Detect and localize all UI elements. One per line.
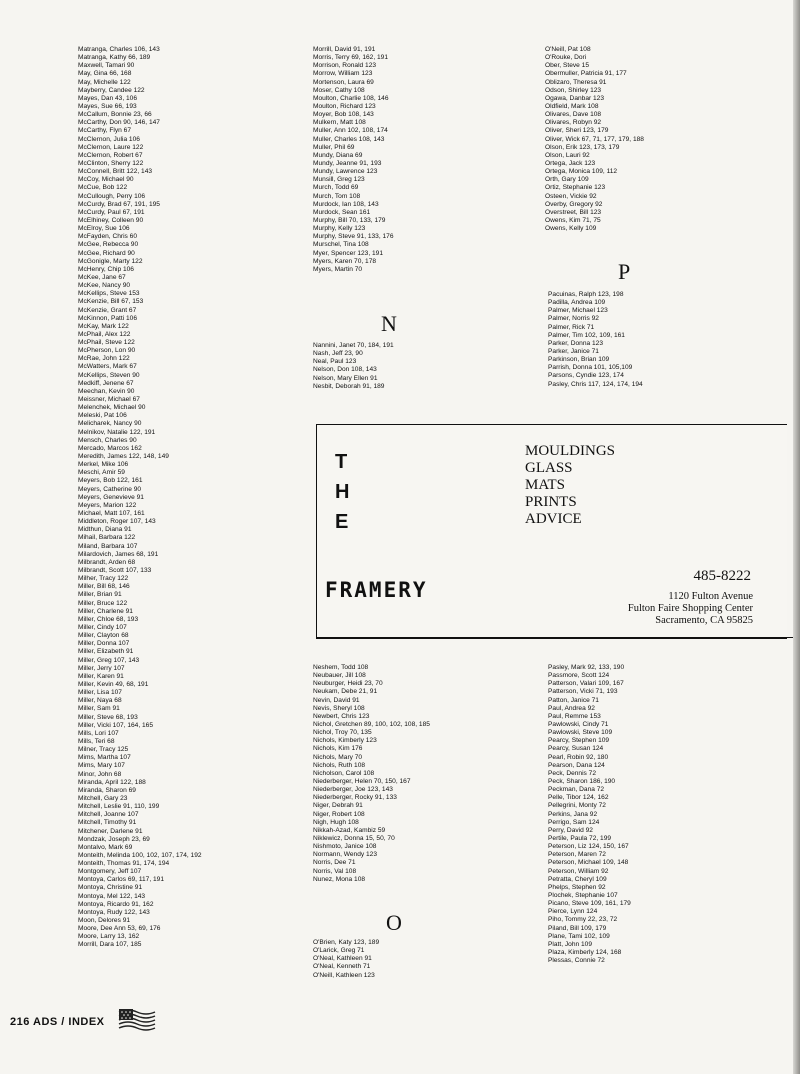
index-entry: Middleton, Roger 107, 143	[78, 518, 156, 526]
ad-bottom-rule	[316, 637, 800, 638]
index-column-n	[313, 342, 394, 391]
index-entry: McCoy, Michael 90	[78, 176, 134, 184]
index-entry: Neukam, Debe 21, 91	[313, 688, 378, 696]
index-entry: Murch, Tom 108	[313, 192, 361, 200]
index-entry: Miller, Steve 68, 193	[78, 713, 138, 721]
index-entry: Miller, Cindy 107	[78, 623, 127, 631]
index-entry: Piland, Bill 109, 179	[548, 924, 607, 932]
index-entry: Perkins, Jana 92	[548, 810, 598, 818]
index-entry: Oblizaro, Theresa 91	[545, 78, 607, 86]
index-entry: Morrill, Dara 107, 185	[78, 941, 142, 949]
index-entry: Palmer, Norris 92	[548, 315, 599, 323]
index-entry: Plaza, Kimberly 124, 168	[548, 948, 622, 956]
index-entry: Melicharek, Nancy 90	[78, 420, 142, 428]
index-column-1	[78, 46, 202, 950]
index-entry: Miller, Elizabeth 91	[78, 648, 134, 656]
index-entry: Miller, Sam 91	[78, 705, 120, 713]
section-letter-p: P	[618, 259, 631, 284]
index-entry: Mondzak, Joseph 23, 69	[78, 835, 150, 843]
index-entry: Montoya, Rudy 122, 143	[78, 908, 150, 916]
index-entry: McKinnon, Patti 106	[78, 314, 138, 322]
index-entry: Normann, Wendy 123	[313, 851, 378, 859]
index-entry: Mills, Teri 68	[78, 737, 115, 745]
index-entry: McPherson, Lon 90	[78, 347, 136, 355]
index-entry: Pacuinas, Ralph 123, 198	[548, 291, 624, 298]
index-entry: Patton, Janice 71	[548, 696, 599, 704]
index-entry: Niger, Robert 108	[313, 810, 365, 818]
ad-the-letter-e: E	[335, 511, 349, 533]
index-entry: McPhail, Steve 122	[78, 339, 135, 347]
index-entry: Plochek, Stephanie 107	[548, 891, 618, 899]
index-entry: Norris, Dee 71	[313, 859, 356, 867]
index-entry: Mitchell, Gary 23	[78, 794, 128, 802]
index-entry: Miller, Karen 91	[78, 672, 124, 680]
index-entry: Mundy, Jeanne 91, 193	[313, 159, 382, 167]
index-entry: Miller, Kevin 49, 68, 191	[78, 680, 149, 688]
index-entry: Mundy, Diana 69	[313, 151, 363, 159]
index-entry: McGonigle, Marty 122	[78, 257, 143, 265]
index-entry: Parkinson, Brian 109	[548, 356, 610, 364]
index-entry: Neubauer, Jill 108	[313, 672, 366, 680]
index-entry: Myers, Karen 70, 178	[313, 257, 377, 265]
index-entry: Palmer, Rick 71	[548, 323, 595, 331]
index-entry: McConnell, Britt 122, 143	[78, 168, 153, 176]
index-entry: Nichol, Gretchen 89, 100, 102, 108, 185	[313, 720, 430, 728]
index-entry: Midthun, Diana 91	[78, 526, 132, 534]
index-entry: Parker, Janice 71	[548, 347, 599, 355]
index-entry: Muller, Ann 102, 108, 174	[313, 127, 388, 135]
index-entry: Michael, Matt 107, 161	[78, 510, 145, 518]
index-entry: Peterson, Maren 72	[548, 851, 606, 859]
index-entry: Osteen, Vickie 92	[545, 192, 597, 200]
index-entry: McClinton, Sherry 122	[78, 159, 144, 167]
index-entry: Maxwell, Tamari 90	[78, 62, 135, 70]
index-entry: Milbrandt, Scott 107, 133	[78, 567, 152, 574]
index-entry: McCurdy, Brad 67, 191, 195	[78, 200, 160, 208]
index-entry: Oliver, Sheri 123, 179	[545, 127, 609, 135]
index-entry: Peck, Dennis 72	[548, 769, 597, 777]
index-entry: Murphy, Kelly 123	[313, 225, 366, 233]
index-entry: McCarthy, Don 90, 146, 147	[78, 119, 160, 127]
index-entry: Overby, Gregory 92	[545, 200, 603, 208]
index-entry: McClernon, Julia 106	[78, 135, 140, 143]
page-edge-shadow	[793, 0, 800, 1074]
index-entry: Nichols, Mary 70	[313, 753, 363, 761]
index-entry: Niederberger, Helen 70, 150, 167	[313, 777, 411, 785]
index-entry: Mayberry, Candee 122	[78, 86, 145, 94]
index-entry: Pawlowski, Steve 109	[548, 729, 613, 737]
index-entry: Milbrandt, Arden 68	[78, 558, 136, 566]
index-entry: Miller, Clayton 68	[78, 632, 129, 640]
index-entry: McKellips, Steven 90	[78, 371, 140, 379]
index-entry: Miller, Lisa 107	[78, 689, 122, 697]
index-entry: Monteith, Thomas 91, 174, 194	[78, 860, 170, 868]
index-column-3	[545, 46, 644, 233]
index-entry: McElroy, Sue 106	[78, 225, 130, 233]
index-entry: Mayes, Dan 43, 106	[78, 94, 138, 102]
index-entry: Montgomery, Jeff 107	[78, 868, 142, 876]
index-entry: Nesbit, Deborah 91, 189	[313, 382, 385, 390]
index-entry: Myer, Spencer 123, 191	[313, 249, 384, 257]
ad-service-mouldings: MOULDINGS	[525, 443, 615, 459]
index-entry: Meyers, Catherine 90	[78, 485, 142, 493]
index-entry: Nigh, Hugh 108	[313, 818, 359, 826]
index-entry: McRae, John 122	[78, 355, 130, 363]
index-entry: Olivares, Dave 108	[545, 111, 602, 119]
index-entry: Nicholson, Carol 108	[313, 769, 375, 777]
index-entry: Niederberger, Joe 123, 143	[313, 786, 393, 794]
index-entry: Moulton, Richard 123	[313, 102, 376, 110]
index-entry: McKee, Nancy 90	[78, 282, 131, 290]
index-entry: McElhiney, Colleen 90	[78, 216, 144, 224]
index-entry: Niederberger, Rocky 91, 133	[313, 794, 397, 802]
index-entry: Picano, Steve 109, 161, 179	[548, 900, 631, 908]
page-folio: 216 ADS / INDEX	[10, 1016, 105, 1028]
index-entry: Miller, Brian 91	[78, 591, 122, 599]
index-entry: Pearson, Dana 124	[548, 761, 605, 769]
index-entry: Mitchell, Leslie 91, 110, 199	[78, 803, 160, 811]
index-entry: Nunez, Mona 108	[313, 875, 366, 883]
index-entry: Mulkern, Matt 108	[313, 119, 366, 127]
index-entry: Moore, Dee Ann 53, 69, 176	[78, 925, 161, 933]
index-entry: Peterson, William 92	[548, 867, 609, 875]
index-entry: Milardovich, James 68, 191	[78, 550, 159, 558]
index-entry: Murdock, Ian 108, 143	[313, 200, 379, 208]
index-entry: Milher, Tracy 122	[78, 575, 129, 583]
index-entry: Medkiff, Jenene 67	[78, 379, 134, 387]
index-entry: Miranda, April 122, 188	[78, 778, 146, 786]
index-entry: Mensch, Charles 90	[78, 436, 137, 444]
index-entry: McWatters, Mark 67	[78, 363, 137, 371]
index-entry: Owens, Kelly 109	[545, 225, 597, 233]
index-entry: Nelson, Don 108, 143	[313, 366, 377, 374]
index-entry: Peterson, Michael 109, 148	[548, 859, 629, 867]
index-entry: Newbert, Chris 123	[313, 712, 370, 720]
index-entry: Olivares, Robyn 92	[545, 119, 602, 127]
index-entry: McPhail, Alex 122	[78, 330, 131, 338]
index-entry: Phelps, Stephen 92	[548, 883, 606, 891]
index-entry: Patterson, Vicki 71, 193	[548, 688, 618, 696]
index-entry: Nevin, David 91	[313, 696, 360, 704]
ad-service-glass: GLASS	[525, 460, 573, 476]
ad-address-center: Fulton Faire Shopping Center	[627, 603, 753, 614]
index-entry: Paul, Andrea 92	[548, 704, 595, 712]
index-entry: Murphy, Steve 91, 133, 176	[313, 233, 394, 241]
index-entry: McKenzie, Grant 67	[78, 306, 137, 314]
index-entry: Murschel, Tina 108	[313, 241, 369, 249]
index-entry: Pawlowski, Cindy 71	[548, 720, 609, 728]
index-entry: Miller, Jerry 107	[78, 664, 125, 672]
index-entry: May, Gina 66, 168	[78, 70, 132, 78]
index-entry: Owens, Kim 71, 75	[545, 216, 601, 224]
index-entry: Melenchek, Michael 90	[78, 404, 146, 412]
index-entry: Passmore, Scott 124	[548, 672, 610, 680]
index-entry: Nelson, Mary Ellen 91	[313, 374, 378, 382]
index-entry: McGee, Richard 90	[78, 249, 135, 257]
index-entry: Murphy, Bill 70, 133, 179	[313, 216, 386, 224]
index-entry: O'Neill, Pat 108	[545, 46, 591, 53]
index-entry: Montoya, Carlos 69, 117, 191	[78, 876, 165, 884]
index-entry: Peckman, Dana 72	[548, 786, 605, 794]
index-entry: Pearl, Robin 92, 180	[548, 753, 609, 761]
index-entry: O'Neal, Kathleen 91	[313, 955, 372, 963]
index-entry: Matranga, Kathy 66, 189	[78, 54, 151, 62]
index-entry: McCue, Bob 122	[78, 184, 128, 192]
index-entry: Piho, Tommy 22, 23, 72	[548, 916, 618, 924]
index-entry: Neuburger, Heidi 23, 70	[313, 680, 383, 688]
index-entry: Pelle, Tibor 124, 162	[548, 794, 609, 802]
index-entry: McCarthy, Flyn 67	[78, 127, 132, 135]
index-entry: Melnikov, Natalie 122, 191	[78, 428, 156, 436]
index-entry: McGee, Rebecca 90	[78, 241, 139, 249]
index-entry: Ortiz, Stephanie 123	[545, 184, 606, 192]
ad-the-letter-t: T	[335, 451, 348, 473]
index-entry: Miranda, Sharon 69	[78, 786, 136, 794]
index-entry: Parker, Donna 123	[548, 339, 603, 347]
index-entry: McKee, Jane 67	[78, 273, 126, 281]
index-entry: McCullough, Perry 106	[78, 192, 146, 200]
index-entry: McClernon, Laure 122	[78, 143, 144, 151]
index-entry: O'Neill, Kathleen 123	[313, 971, 375, 979]
index-entry: Meleski, Pat 106	[78, 412, 127, 420]
index-entry: Meyers, Bob 122, 161	[78, 477, 143, 485]
index-entry: Nash, Jeff 23, 90	[313, 350, 363, 358]
index-entry: O'Rouke, Dori	[545, 54, 587, 62]
index-entry: Nikkah-Azad, Kambiz 59	[313, 826, 386, 834]
index-entry: Mihail, Barbara 122	[78, 534, 136, 542]
index-entry: Pasley, Chris 117, 124, 174, 194	[548, 380, 643, 388]
index-entry: Nichols, Kimberly 123	[313, 737, 377, 745]
index-entry: Moon, Delores 91	[78, 917, 131, 925]
index-entry: Nichols, Ruth 108	[313, 761, 366, 769]
index-entry: Miller, Naya 68	[78, 697, 122, 705]
index-entry: Miller, Charlene 91	[78, 607, 133, 615]
index-entry: Montoya, Mel 122, 143	[78, 892, 146, 900]
index-entry: Nichols, Kim 176	[313, 745, 363, 753]
index-entry: Obermuller, Patricia 91, 177	[545, 70, 627, 78]
index-column-o	[313, 939, 379, 980]
index-entry: Perry, David 92	[548, 826, 593, 834]
index-entry: Niklewicz, Donna 15, 50, 70	[313, 834, 395, 842]
index-entry: Platt, John 109	[548, 940, 592, 948]
index-entry: Peck, Sharon 186, 190	[548, 777, 616, 785]
index-entry: Palmer, Michael 123	[548, 307, 608, 315]
index-entry: Monteith, Melinda 100, 102, 107, 174, 192	[78, 851, 202, 859]
index-entry: Miller, Bruce 122	[78, 599, 128, 607]
index-entry: Miller, Chloe 68, 193	[78, 615, 139, 623]
index-entry: Peterson, Liz 124, 150, 167	[548, 843, 629, 851]
index-entry: Myers, Martin 70	[313, 265, 363, 273]
index-entry: Mayes, Sue 66, 193	[78, 102, 137, 110]
index-entry: Morris, Terry 69, 162, 191	[313, 54, 389, 62]
index-entry: Milner, Tracy 125	[78, 746, 129, 754]
index-entry: Muller, Phil 69	[313, 143, 355, 151]
index-entry: Matranga, Charles 106, 143	[78, 46, 160, 53]
index-column-2	[313, 46, 394, 274]
index-entry: Mitchell, Timothy 91	[78, 819, 137, 827]
index-entry: Patterson, Valari 109, 167	[548, 680, 624, 688]
index-entry: Mundy, Lawrence 123	[313, 168, 378, 176]
index-entry: Mims, Martha 107	[78, 754, 131, 762]
index-entry: Petratta, Cheryl 109	[548, 875, 607, 883]
index-entry: Oliver, Wick 67, 71, 177, 179, 188	[545, 135, 644, 143]
index-entry: Murch, Todd 69	[313, 184, 359, 192]
index-entry: Miller, Vicki 107, 164, 165	[78, 721, 154, 729]
index-column-p	[548, 291, 643, 389]
index-entry: Pearcy, Stephen 109	[548, 737, 610, 745]
index-entry: May, Michelle 122	[78, 78, 131, 86]
index-entry: Plane, Tami 102, 109	[548, 932, 610, 940]
index-entry: Pertile, Paula 72, 199	[548, 834, 612, 842]
index-entry: Ober, Steve 15	[545, 62, 589, 70]
index-entry: Miller, Greg 107, 143	[78, 656, 140, 664]
index-entry: Montalvo, Mark 69	[78, 843, 133, 851]
index-entry: Meyers, Genevieve 91	[78, 493, 144, 501]
section-letter-o: O	[386, 910, 402, 935]
index-entry: Munsill, Greg 123	[313, 176, 365, 184]
index-entry: O'Brien, Katy 123, 189	[313, 939, 380, 946]
index-entry: Paul, Remme 153	[548, 712, 601, 720]
index-entry: Mims, Mary 107	[78, 762, 125, 770]
index-entry: Odson, Shirley 123	[545, 86, 602, 94]
section-letter-n: N	[381, 311, 397, 336]
index-entry: Moore, Larry 13, 162	[78, 933, 140, 941]
index-entry: Mitchener, Darlene 91	[78, 827, 143, 835]
index-entry: Ogawa, Danbar 123	[545, 94, 605, 102]
index-entry: Mitchell, Joanne 107	[78, 811, 139, 819]
ad-service-mats: MATS	[525, 477, 566, 493]
index-entry: Parrish, Donna 101, 105,109	[548, 364, 633, 372]
index-entry: Palmer, Tim 102, 109, 161	[548, 331, 625, 339]
index-entry: Meschi, Amir 59	[78, 469, 125, 477]
index-entry: Morrison, Ronald 123	[313, 62, 377, 70]
index-entry: Ortega, Jack 123	[545, 159, 596, 167]
index-entry: Nishmoto, Janice 108	[313, 843, 377, 851]
index-entry: Neal, Paul 123	[313, 358, 357, 366]
index-entry: Morrow, William 123	[313, 70, 373, 78]
index-entry: Pearcy, Susan 124	[548, 745, 604, 753]
index-entry: Montoya, Ricardo 91, 162	[78, 900, 154, 908]
index-entry: Meredith, James 122, 148, 149	[78, 453, 169, 461]
ad-phone-number: 485-8222	[693, 568, 751, 584]
index-entry: McCallum, Bonnie 23, 66	[78, 111, 152, 119]
index-entry: Padilla, Andrea 109	[548, 299, 606, 307]
index-entry: McHenry, Chip 106	[78, 265, 134, 273]
index-entry: Morrill, David 91, 191	[313, 46, 376, 53]
index-entry: Murdock, Sean 161	[313, 208, 371, 216]
index-entry: Nannini, Janet 70, 184, 191	[313, 342, 394, 349]
index-entry: Neshem, Todd 108	[313, 664, 369, 671]
index-column-4	[313, 664, 430, 884]
index-entry: McClernon, Robert 67	[78, 151, 143, 159]
index-entry: Norris, Val 108	[313, 867, 357, 875]
index-entry: Miller, Donna 107	[78, 640, 130, 648]
index-entry: Minor, John 68	[78, 770, 122, 778]
index-entry: Plessas, Connie 72	[548, 957, 605, 965]
index-entry: Miland, Barbara 107	[78, 542, 138, 550]
index-entry: Parsons, Cyndie 123, 174	[548, 372, 624, 380]
index-entry: Pasley, Mark 92, 133, 190	[548, 664, 625, 671]
index-entry: Olson, Lauri 92	[545, 151, 590, 159]
index-entry: Mercado, Marcos 162	[78, 444, 142, 452]
index-entry: Moyer, Bob 108, 143	[313, 111, 374, 119]
index-entry: Meyers, Marion 122	[78, 501, 137, 509]
index-entry: Oldfield, Mark 108	[545, 102, 599, 110]
index-entry: Meechan, Kevin 90	[78, 387, 135, 395]
index-entry: Moulton, Charlie 108, 146	[313, 94, 389, 102]
ad-address-city: Sacramento, CA 95825	[655, 615, 753, 626]
index-entry: Moser, Cathy 108	[313, 86, 365, 94]
index-entry: Nevis, Sheryl 108	[313, 704, 365, 712]
index-entry: Orth, Gary 109	[545, 176, 589, 184]
index-entry: Pellegrini, Monty 72	[548, 802, 606, 810]
index-entry: Ortega, Monica 109, 112	[545, 168, 618, 176]
index-entry: Olson, Erik 123, 173, 179	[545, 143, 620, 151]
index-entry: McFayden, Chris 60	[78, 233, 137, 241]
index-entry: McKay, Mark 122	[78, 322, 129, 330]
index-entry: O'Larick, Greg 71	[313, 947, 365, 955]
american-flag-icon	[116, 1006, 158, 1032]
index-entry: Mills, Lori 107	[78, 729, 119, 737]
index-entry: McKenzie, Bill 67, 153	[78, 298, 144, 306]
index-entry: Overstreet, Bill 123	[545, 208, 602, 216]
index-entry: Perrigo, Sam 124	[548, 818, 600, 826]
index-column-5	[548, 664, 631, 965]
index-entry: Miller, Bill 68, 146	[78, 583, 130, 591]
index-entry: Meissner, Michael 67	[78, 396, 140, 404]
index-entry: Muller, Charles 108, 143	[313, 135, 385, 143]
index-entry: McCurdy, Paul 67, 191	[78, 208, 145, 216]
index-entry: Nichol, Troy 70, 135	[313, 729, 372, 737]
framery-logo: FRAMERY	[325, 578, 428, 602]
index-entry: Mortenson, Laura 69	[313, 78, 374, 86]
index-entry: Pierce, Lynn 124	[548, 908, 598, 916]
index-entry: O'Neal, Kenneth 71	[313, 963, 371, 971]
index-entry: Montoya, Christine 91	[78, 884, 143, 892]
index-entry: Merkel, Mike 106	[78, 461, 129, 469]
index-entry: Niger, Debrah 91	[313, 802, 363, 810]
ad-the-letter-h: H	[335, 481, 350, 503]
framery-advertisement	[316, 424, 787, 639]
ad-service-advice: ADVICE	[525, 511, 582, 527]
ad-address-street: 1120 Fulton Avenue	[668, 591, 753, 602]
ad-service-prints: PRINTS	[525, 494, 577, 510]
index-entry: McKellips, Steve 153	[78, 290, 140, 298]
